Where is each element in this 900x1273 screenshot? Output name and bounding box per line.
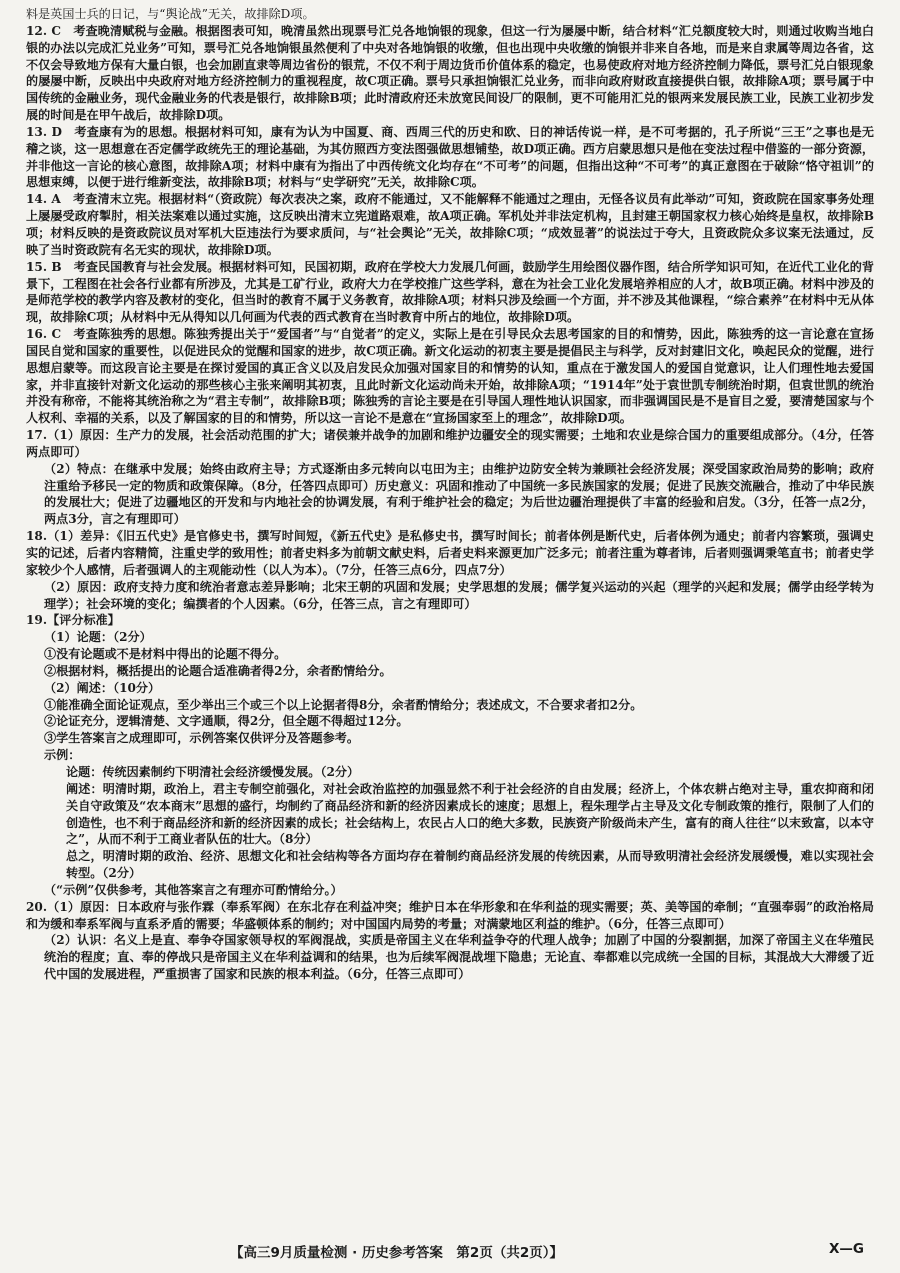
footer-title: 【高三9月质量检测 · 历史参考答案 第2页（共2页）】 xyxy=(230,1245,563,1261)
answer-19-topic-heading: （1）论题：（2分） xyxy=(44,630,152,645)
footer-code: X—G xyxy=(829,1241,864,1257)
answer-19-heading: 19.【评分标准】 xyxy=(26,613,120,628)
answer-19-topic-rule-2: ②根据材料，概括提出的论题合适准确者得2分，余者酌情给分。 xyxy=(44,663,392,678)
page-footer xyxy=(0,1241,900,1261)
answer-12: 12. C 考查晚清赋税与金融。根据图表可知，晚清虽然出现票号汇兑各地饷银的现象，但这一行为屡屡中断，结合材料“汇兑额度较大时，则通过收购当地白银的办法以完成汇兑业务”可知，票号汇兑各地饷银虽然便利了中央对各地饷银的收缴，但也出现中央收缴的饷银并非来自各地，而是来自隶属等周边各省，这不仅会导致地方保有大量白银，也会加剧直隶等周边省份的银荒，不仅不利于周边货币价值体系的稳定，也易使政府对地方经济控制力降低，票号汇兑白银现象的屡屡中断，反映出中央政府对地方经济控制力的重视程度，故C项正确。票号只承担饷银汇兑业务，而非向政府财政直接提供白银，故排除A项；票号属于中国传统的金融业务，现代金融业务的代表是银行，故排除B项；此时清政府还未放宽民间设厂的限制，更不可能用汇兑的银两来发展民族工业，民族工业初步发展的时间是在甲午战后，故排除D项。 xyxy=(26,23,874,123)
answer-16: 16. C 考查陈独秀的思想。陈独秀提出关于“爱国者”与“自觉者”的定义，实际上是在引导民众去思考国家的目的和情势，因此，陈独秀的这一言论意在宣扬国民自觉和国家的重要性，以促进民众的觉醒和国家的进步，故C项正确。新文化运动的初衷主要是提倡民主与科学，反对封建旧文化，唤起民众的觉醒，进行思想启蒙等。而这段言论主要是在探讨爱国的真正含义以及启发民众加强对国家目的和情势的认知，重点在于激发国人的爱国自觉意识，让人们理性地去爱国家，并非直接针对新文化运动的那些核心主张来阐明其初衷，且此时新文化运动尚未开始，故排除A项；“1914年”处于袁世凯专制统治时期，但袁世凯的统治并没有称帝，不能将其统治称之为“君主专制”，故排除B项；陈独秀的言论主要是在引导国人理性地认识国家，而非强调国民是不是盲目之爱，要清楚国家与个人权利、幸福的关系，以及了解国家的目的和情势，所以这一言论不是意在“宣扬国家至上的理念”，故排除D项。 xyxy=(26,327,874,426)
answer-19-example-topic: 论题：传统因素制约下明清社会经济缓慢发展。（2分） xyxy=(66,764,360,779)
answer-20-part2: （2）认识：名义上是直、奉争夺国家领导权的军阀混战，实质是帝国主义在华利益争夺的代理人战争；加剧了中国的分裂割据，加深了帝国主义在华殖民统治的程度；直、奉的停战只是帝国主义在华利益调和的结果，也为后续军阀混战埋下隐患；无论直、奉都难以完成统一全国的目标，其混战大大滞缓了近代中国的发展进程，严重损害了国家和民族的根本利益。（6分，任答三点即可） xyxy=(44,933,874,982)
answer-19-argument-heading: （2）阐述：（10分） xyxy=(44,680,161,695)
q11-tail: 料是英国士兵的日记，与“舆论战”无关，故排除D项。 xyxy=(26,7,315,21)
answer-20-part1: 20.（1）原因：日本政府与张作霖（奉系军阀）在东北存在利益冲突；维护日本在华形象和在华利益的现实需要；英、美等国的牵制；“直强奉弱”的政治格局和为缓和奉系军阀与直系矛盾的需要；华盛顿体系的制约；对中国国内局势的考量；对满蒙地区利益的维护。（6分，任答三点即可） xyxy=(26,899,874,931)
answer-18-part1: 18.（1）差异：《旧五代史》是官修史书，撰写时间短，《新五代史》是私修史书，撰写时间长；前者体例是断代史，后者体例为通史；前者内容繁琐，强调史实的记述，后者内容精简，注重史学的致用性；前者史料多为前朝文献史料，后者史料来源更加广泛多元；前者注重为尊者讳，后者则强调秉笔直书；前者史学家较少个人感情，后者强调人的主观能动性（以人为本）。（7分，任答三点6分，四点7分） xyxy=(26,529,874,577)
answer-19-argument-rule-2: ②论证充分，逻辑清楚、文字通顺，得2分，但全题不得超过12分。 xyxy=(44,714,409,729)
answer-18-part2: （2）原因：政府支持力度和统治者意志差异影响；北宋王朝的巩固和发展；史学思想的发展；儒学复兴运动的兴起（理学的兴起和发展；儒学由经学转为理学）；社会环境的变化；编撰者的个人因素。（6分，任答三点，言之有理即可） xyxy=(44,579,874,611)
answer-content xyxy=(26,6,874,983)
answer-15: 15. B 考查民国教育与社会发展。根据材料可知，民国初期，政府在学校大力发展几何画，鼓励学生用绘图仪器作图，结合所学知识可知，在近代工业化的背景下，工程图在社会各行业都有所涉及，尤其是工矿行业，政府大力在学校推广这些学科，意在为社会工业化发展培养相应的人才，故B项正确。材料中涉及的是师范学校的教学内容及教材的变化，但当时的教育不属于义务教育，故排除A项；材料只涉及绘画一个方面，并不涉及其他课程，“综合素养”在材料中无从体现，故排除C项；从材料中无从得知以几何画为代表的西式教育在当时教育中所占的地位，故排除D项。 xyxy=(26,259,874,325)
answer-17-part1: 17.（1）原因：生产力的发展，社会活动范围的扩大；诸侯兼并战争的加剧和维护边疆安全的现实需要；土地和农业是综合国力的重要组成部分。（4分，任答两点即可） xyxy=(26,428,874,459)
answer-19-argument-rule-3: ③学生答案言之成理即可，示例答案仅供评分及答题参考。 xyxy=(44,731,359,746)
answer-19-example-summary: 总之，明清时期的政治、经济、思想文化和社会结构等各方面均存在着制约商品经济发展的传统因素，从而导致明清社会经济发展缓慢，难以实现社会转型。（2分） xyxy=(66,849,874,881)
answer-13: 13. D 考查康有为的思想。根据材料可知，康有为认为中国夏、商、西周三代的历史和欧、日的神话传说一样，是不可考据的，孔子所说“三王”之事也是无稽之谈，这一思想意在否定儒学政统先王的理论基础，为其仿照西方变法图强做思想铺垫，故D项正确。西方启蒙思想只是他在变法过程中借鉴的一部分资源，并非他这一言论的核心意图，故排除A项；材料中康有为指出了中西传统文化均存在“不可考”的问题，但指出这种“不可考”的真正意图在于破除“恪守祖训”的思想束缚，以便于进行维新变法，故排除B项；材料与“史学研究”无关，故排除C项。 xyxy=(26,124,874,190)
answer-14: 14. A 考查清末立宪。根据材料“（资政院）每次表决之案，政府不能通过，又不能解释不能通过之理由，无怪各议员有此举动”可知，资政院在国家事务处理上屡屡受政府掣肘，相关法案难以通过实施，这反映出清末立宪道路艰难，故A项正确。军机处并非法定机构，且封建王朝国家权力核心始终是皇权，故排除B项；材料反映的是资政院议员对军机大臣违法行为要求质问，与“社会舆论”无关，故排除C项；“成效显著”的说法过于夸大，且资政院众多议案无法通过，反映了当时资政院有名无实的现状，故排除D项。 xyxy=(26,192,874,257)
answer-19-example-argument: 阐述：明清时期，政治上，君主专制空前强化，对社会政治监控的加强显然不利于社会经济的自由发展；经济上，个体农耕占绝对主导，重农抑商和闭关自守政策及“农本商末”思想的盛行，均制约了商品经济和新的经济因素成长的速度；思想上，程朱理学占主导及文化专制政策的推行，限制了人们的创造性，也不利于商品经济和新的经济因素的成长；社会结构上，农民占人口的绝大多数，民族资产阶级尚未产生，富有的商人往往“以末致富，以本守之”，从而不利于工商业者队伍的壮大。（8分） xyxy=(66,781,874,847)
answer-19-topic-rule-1: ①没有论题或不是材料中得出的论题不得分。 xyxy=(44,647,287,662)
answer-19-argument-rule-1: ①能准确全面论证观点，至少举出三个或三个以上论据者得8分，余者酌情给分；表述成文，不合要求者扣2分。 xyxy=(44,697,643,712)
answer-19-example-label: 示例： xyxy=(44,748,81,763)
answer-19-note: （“示例”仅供参考，其他答案言之有理亦可酌情给分。） xyxy=(44,882,343,897)
answer-17-part2: （2）特点：在继承中发展；始终由政府主导；方式逐渐由多元转向以屯田为主；由维护边防安全转为兼顾社会经济发展；深受国家政治局势的影响；政府注重给予移民一定的物质和政策保障。（8分，任答四点即可）历史意义：巩固和推动了中国统一多民族国家的发展；促进了民族交流融合，推动了中华民族的发展壮大；促进了边疆地区的开发和与内地社会的协调发展，有利于维护社会的稳定；为后世边疆治理提供了丰富的经验和启发。（3分，任答一点2分，两点3分，言之有理即可） xyxy=(44,461,874,527)
